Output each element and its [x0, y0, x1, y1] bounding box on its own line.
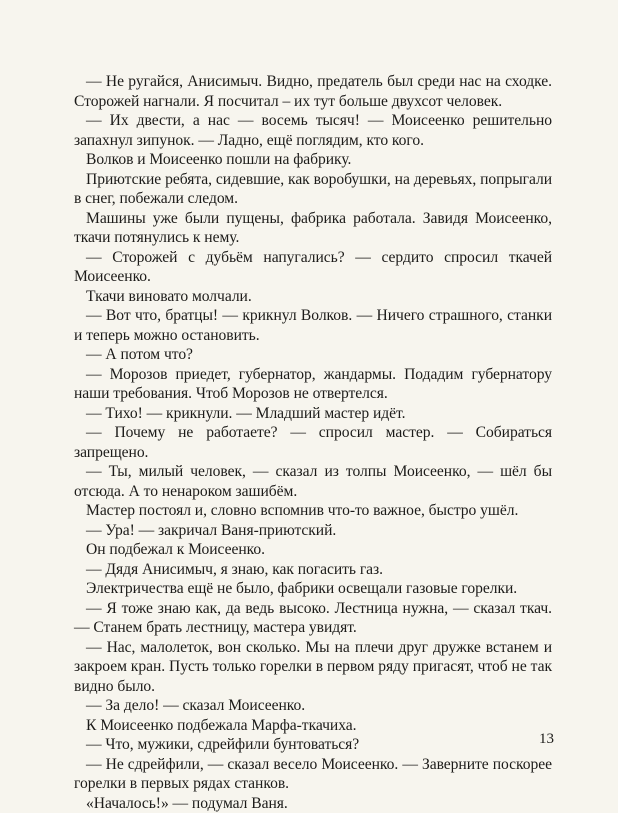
page-text [74, 72, 552, 813]
paragraph: — Что, мужики, сдрейфили бунтоваться? [74, 735, 552, 755]
paragraph: К Моисеенко подбежала Марфа-ткачиха. [74, 716, 552, 736]
paragraph: Машины уже были пущены, фабрика работала. Завидя Моисеенко, ткачи потянулись к нему. [74, 209, 552, 248]
paragraph: Электричества ещё не было, фабрики освещали газовые горелки. [74, 579, 552, 599]
paragraph: Мастер постоял и, словно вспомнив что-то важное, быстро ушёл. [74, 501, 552, 521]
paragraph: — Я тоже знаю как, да ведь высоко. Лестница нужна, — сказал ткач. — Станем брать лестницу, мастера увидят. [74, 599, 552, 638]
paragraph: — Морозов приедет, губернатор, жандармы. Подадим губернатору наши требования. Чтоб Морозов не отвертелся. [74, 365, 552, 404]
paragraph: Волков и Моисеенко пошли на фабрику. [74, 150, 552, 170]
paragraph: — Тихо! — крикнули. — Младший мастер идёт. [74, 404, 552, 424]
paragraph: — Сторожей с дубьём напугались? — сердито спросил ткачей Моисеенко. [74, 248, 552, 287]
paragraph: — Дядя Анисимыч, я знаю, как погасить газ. [74, 560, 552, 580]
paragraph: — А потом что? [74, 345, 552, 365]
paragraph: «Началось!» — подумал Ваня. [74, 794, 552, 813]
paragraph: Он подбежал к Моисеенко. [74, 540, 552, 560]
paragraph: — Их двести, а нас — восемь тысяч! — Моисеенко решительно запахнул зипунок. — Ладно, ещё поглядим, кто кого. [74, 111, 552, 150]
paragraph: — Ура! — закричал Ваня-приютский. [74, 521, 552, 541]
paragraph: — Нас, малолеток, вон сколько. Мы на плечи друг дружке встанем и закроем кран. Пусть только горелки в первом ряду пригасят, чтоб не так видно было. [74, 638, 552, 697]
page-number: 13 [539, 731, 554, 748]
paragraph: — Не сдрейфили, — сказал весело Моисеенко. — Заверните поскорее горелки в первых рядах станков. [74, 755, 552, 794]
paragraph: Ткачи виновато молчали. [74, 287, 552, 307]
paragraph: — За дело! — сказал Моисеенко. [74, 696, 552, 716]
paragraph: — Почему не работаете? — спросил мастер. — Собираться запрещено. [74, 423, 552, 462]
paragraph: — Ты, милый человек, — сказал из толпы Моисеенко, — шёл бы отсюда. А то ненароком зашибём. [74, 462, 552, 501]
paragraph: — Вот что, братцы! — крикнул Волков. — Ничего страшного, станки и теперь можно остановить. [74, 306, 552, 345]
paragraph: Приютские ребята, сидевшие, как воробушки, на деревьях, попрыгали в снег, побежали следом. [74, 170, 552, 209]
paragraph: — Не ругайся, Анисимыч. Видно, предатель был среди нас на сходке. Сторожей нагнали. Я посчитал – их тут больше двухсот человек. [74, 72, 552, 111]
